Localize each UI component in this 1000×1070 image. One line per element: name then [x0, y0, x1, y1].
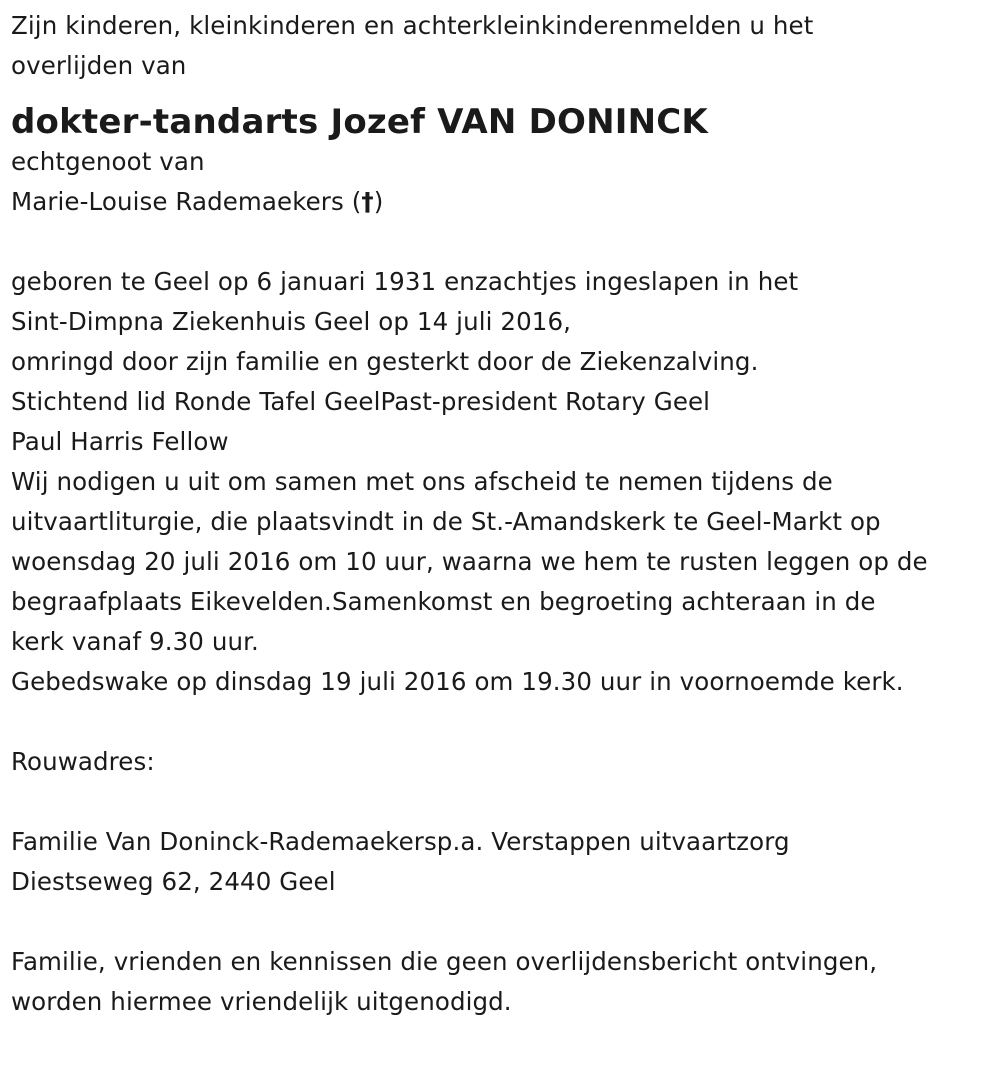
- closing-line-1: Familie, vrienden en kennissen die geen overlijdensbericht ontvingen,: [11, 947, 878, 976]
- death-notice: [11, 6, 996, 1022]
- body-line-8: woensdag 20 juli 2016 om 10 uur, waarna we hem te rusten leggen op de: [11, 547, 928, 576]
- spouse-label: echtgenoot van: [11, 147, 205, 176]
- body-line-7: uitvaartliturgie, die plaatsvindt in de St.-Amandskerk te Geel-Markt op: [11, 507, 881, 536]
- spacer: [11, 702, 996, 742]
- spouse-name: Marie-Louise Rademaekers (: [11, 187, 362, 216]
- address-label: Rouwadres:: [11, 747, 155, 776]
- closing-line-2: worden hiermee vriendelijk uitgenodigd.: [11, 987, 512, 1016]
- spacer: [11, 902, 996, 942]
- cross-icon: †: [361, 187, 374, 216]
- body-line-3: omringd door zijn familie en gesterkt door de Ziekenzalving.: [11, 347, 759, 376]
- body-line-1: geboren te Geel op 6 januari 1931 enzachtjes ingeslapen in het: [11, 267, 799, 296]
- body-line-11: Gebedswake op dinsdag 19 juli 2016 om 19.30 uur in voornoemde kerk.: [11, 667, 904, 696]
- deceased-name: dokter-tandarts Jozef VAN DONINCK: [11, 102, 708, 142]
- body-line-5: Paul Harris Fellow: [11, 427, 229, 456]
- spouse-name-line: [11, 182, 996, 222]
- body-line-4: Stichtend lid Ronde Tafel GeelPast-president Rotary Geel: [11, 387, 711, 416]
- spouse-name-close: ): [373, 187, 384, 216]
- spacer: [11, 782, 996, 822]
- body-line-9: begraafplaats Eikevelden.Samenkomst en begroeting achteraan in de: [11, 587, 876, 616]
- address-line-1: Familie Van Doninck-Rademaekersp.a. Verstappen uitvaartzorg: [11, 827, 790, 856]
- address-line-2: Diestseweg 62, 2440 Geel: [11, 867, 336, 896]
- body-line-2: Sint-Dimpna Ziekenhuis Geel op 14 juli 2016,: [11, 307, 572, 336]
- intro-line-1: Zijn kinderen, kleinkinderen en achterkleinkinderenmelden u het: [11, 11, 814, 40]
- body-line-6: Wij nodigen u uit om samen met ons afscheid te nemen tijdens de: [11, 467, 833, 496]
- body-line-10: kerk vanaf 9.30 uur.: [11, 627, 259, 656]
- intro-line-2: overlijden van: [11, 51, 187, 80]
- spacer: [11, 222, 996, 262]
